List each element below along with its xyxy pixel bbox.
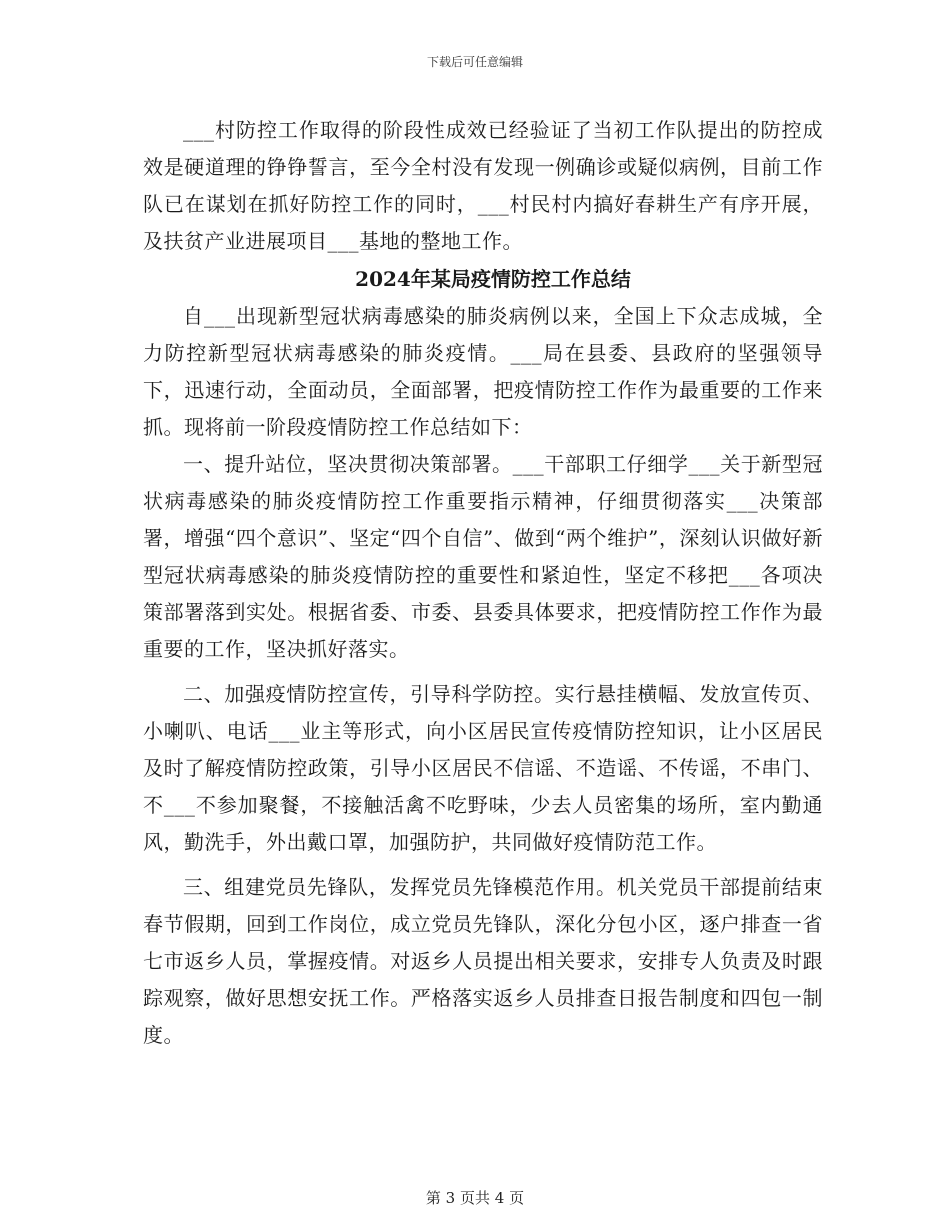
paragraph-section-2: 二、加强疫情防控宣传，引导科学防控。实行悬挂横幅、发放宣传页、小喇叭、电话___业主等形式，向小区居民宣传疫情防控知识，让小区居民及时了解疫情防控政策，引导小区居民不信谣、不造谣、不传谣，不串门、不___不参加聚餐，不接触活禽不吃野味，少去人员密集的场所，室内勤通风，勤洗手，外出戴口罩，加强防护，共同做好疫情防范工作。 [143,682,823,854]
intro-paragraph: ___村防控工作取得的阶段性成效已经验证了当初工作队提出的防控成效是硬道理的铮铮誓言，至今全村没有发现一例确诊或疑似病例，目前工作队已在谋划在抓好防控工作的同时，___村民村内搞好春耕生产有序开展，及扶贫产业进展项目___基地的整地工作。 [143,118,823,253]
paragraph-section-3: 三、组建党员先锋队，发挥党员先锋模范作用。机关党员干部提前结束春节假期，回到工作岗位，成立党员先锋队，深化分包小区，逐户排查一省七市返乡人员，掌握疫情。对返乡人员提出相关要求，安排专人负责及时跟踪观察，做好思想安抚工作。严格落实返乡人员排查日报告制度和四包一制度。 [143,875,823,1047]
document-body [143,112,823,1054]
paragraph-section-1: 一、提升站位，坚决贯彻决策部署。___干部职工仔细学___关于新型冠状病毒感染的肺炎疫情防控工作重要指示精神，仔细贯彻落实___决策部署，增强“四个意识”、坚定“四个自信”、做到“两个维护”，深刻认识做好新型冠状病毒感染的肺炎疫情防控的重要性和紧迫性，坚定不移把___各项决策部署落到实处。根据省委、市委、县委具体要求，把疫情防控工作作为最重要的工作，坚决抓好落实。 [143,452,823,661]
paragraph-intro: 自___出现新型冠状病毒感染的肺炎病例以来，全国上下众志成城，全力防控新型冠状病毒感染的肺炎疫情。___局在县委、县政府的坚强领导下，迅速行动，全面动员，全面部署，把疫情防控工作作为最重要的工作来抓。现将前一阶段疫情防控工作总结如下： [143,304,823,439]
page-number: 第 3 页共 4 页 [425,1189,525,1207]
document-title: 2024年某局疫情防控工作总结 [355,267,631,291]
page-header-note: 下载后可任意编辑 [426,55,523,69]
